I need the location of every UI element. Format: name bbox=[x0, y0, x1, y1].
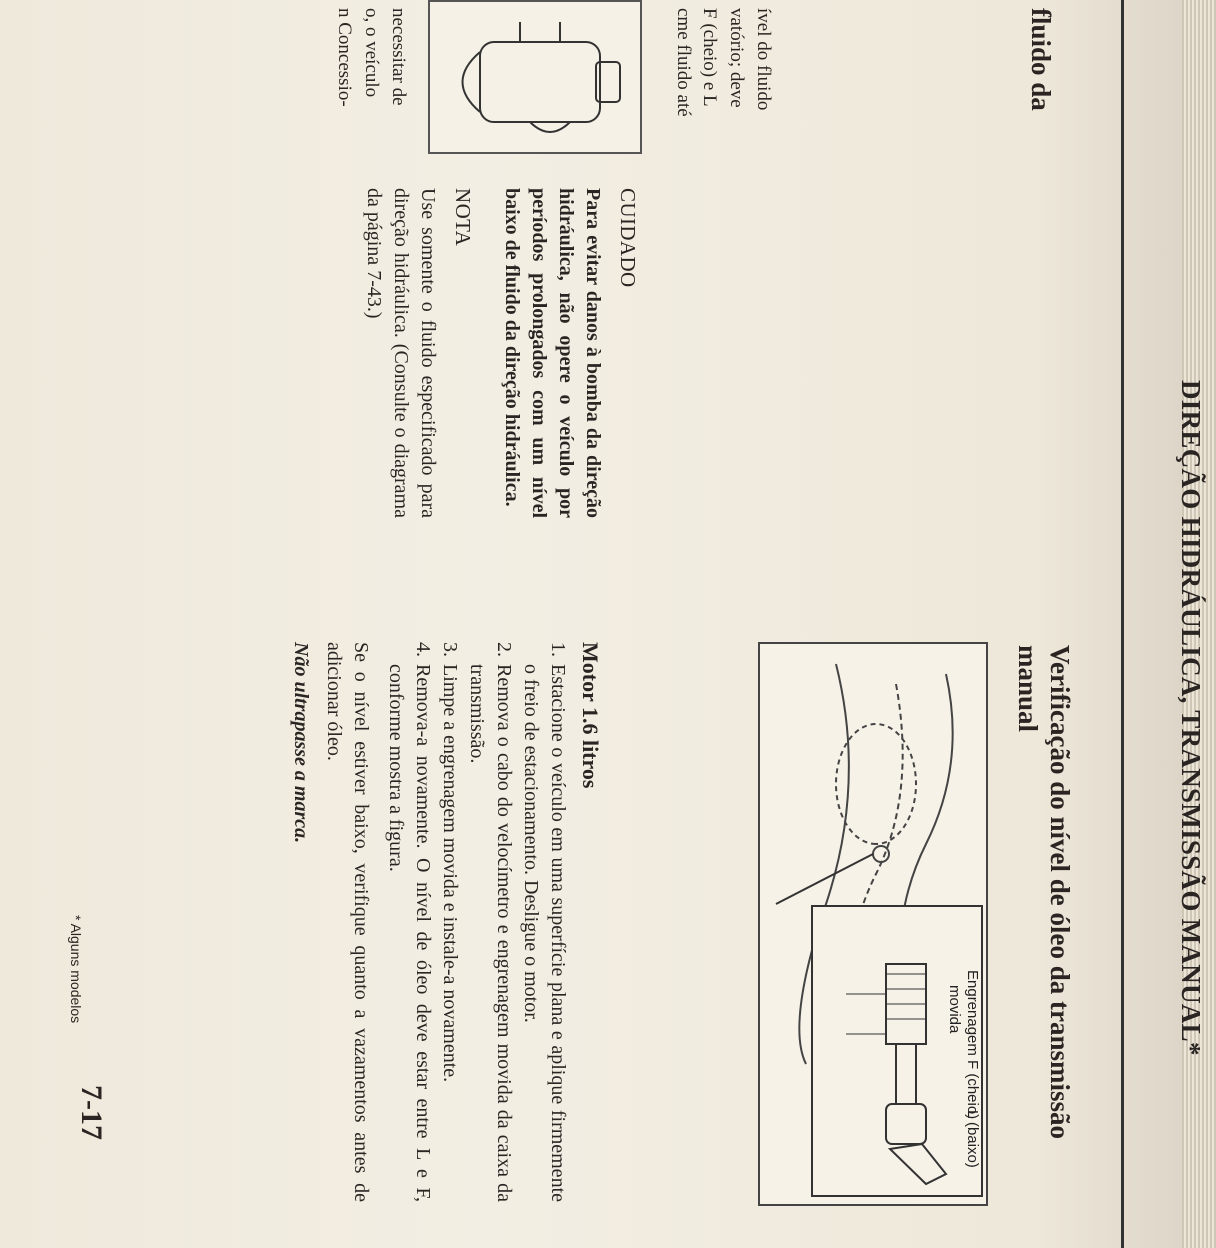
section-title: Verificação do nível de óleo da transmissão manual bbox=[1013, 645, 1075, 1139]
transmission-illustration bbox=[758, 642, 988, 1206]
fragment-line: o, o veículo bbox=[361, 8, 382, 98]
engine-subtitle: Motor 1.6 litros bbox=[578, 642, 603, 789]
steps-list bbox=[382, 642, 571, 1202]
step-item: 4. Remova-a novamente. O nível de óleo deve estar entre L e F, conforme mostra a figura. bbox=[385, 642, 434, 1202]
footnote: * Alguns modelos bbox=[68, 915, 84, 1024]
page-number: 7-17 bbox=[75, 1085, 108, 1140]
right-column bbox=[287, 642, 604, 1202]
fragment-line: vatório; deve bbox=[726, 8, 747, 108]
step-item: 1. Estacione o veículo em uma superfície plana e aplique firmemente o freio de estacionamento. Desligue o motor. bbox=[520, 642, 569, 1202]
header-rule bbox=[1121, 0, 1124, 1248]
fragment-title: fluido da bbox=[1026, 8, 1056, 111]
fragment-line: ível do fluido bbox=[753, 8, 774, 111]
low-level-text: Se o nível estiver baixo, verifique quanto a vazamentos antes de adicionar óleo. bbox=[323, 642, 372, 1202]
callout-gear-line2: movida bbox=[946, 985, 963, 1034]
caution-text: Para evitar danos à bomba da direção hidráulica, não opere o veículo por períodos prolongados com um nível baixo de fluido da direção hidráulica. bbox=[501, 188, 604, 518]
note-text: Use somente o fluido especificado para direção hidráulica. (Consulte o diagrama da página 7-43.) bbox=[363, 188, 439, 518]
step-item: 3. Limpe a engrenagem movida e instale-a novamente. bbox=[439, 642, 461, 1083]
fragment-line: necessitar de bbox=[388, 8, 409, 106]
callout-gear-line1: Engrenagem bbox=[964, 970, 981, 1056]
fragment-line: cme fluido até bbox=[673, 8, 694, 117]
callout-low: L (baixo) bbox=[964, 1110, 981, 1168]
warning-text: Não ultrapasse a marca. bbox=[290, 642, 312, 844]
step-item: 2. Remova o cabo do velocímetro e engrenagem movida da caixa da transmissão. bbox=[466, 642, 515, 1202]
page-header-title: DIREÇÃO HIDRÁULICA, TRANSMISSÃO MANUAL* bbox=[1176, 380, 1206, 1056]
fragment-line: F (cheio) e L bbox=[699, 8, 720, 107]
fragment-line: n Concessio- bbox=[334, 8, 355, 107]
reservoir-illustration bbox=[428, 0, 642, 154]
caution-heading: CUIDADO bbox=[616, 188, 640, 288]
callout-full: F (cheio) bbox=[964, 1060, 981, 1120]
note-heading: NOTA bbox=[451, 188, 475, 247]
left-column bbox=[360, 188, 641, 518]
